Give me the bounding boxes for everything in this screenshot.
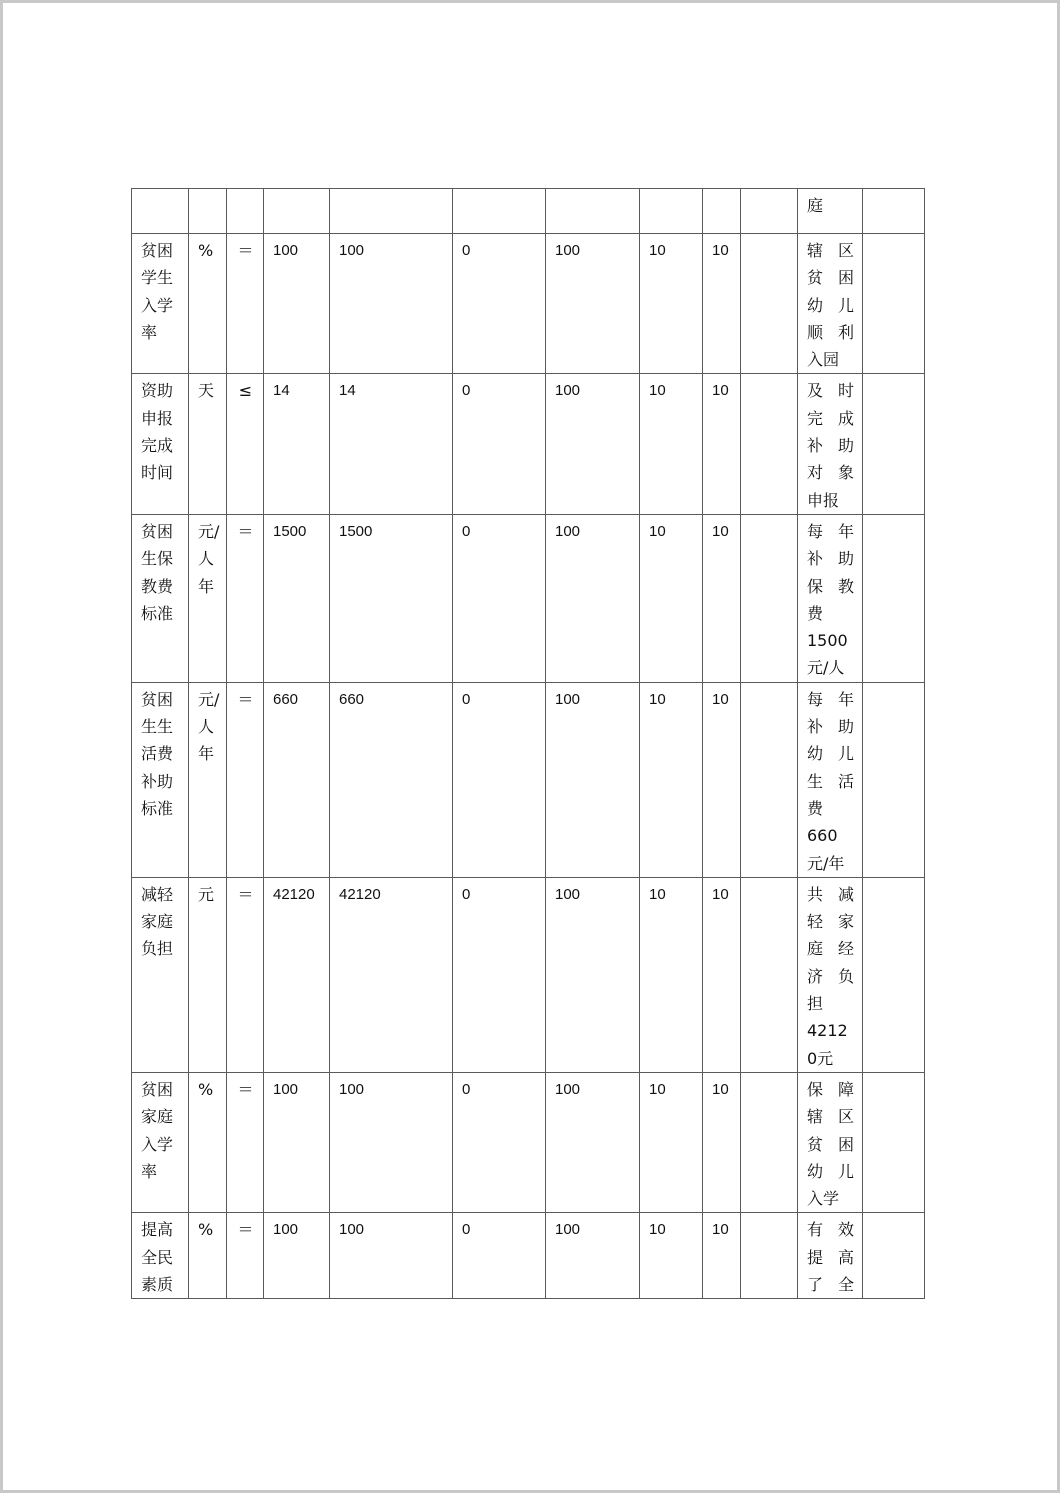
- unit-cell: 天: [189, 374, 227, 514]
- table-row: [132, 374, 925, 514]
- target-value-cell: 1500: [264, 514, 330, 682]
- description-cell: [798, 1213, 863, 1299]
- target-value-cell: 100: [264, 1213, 330, 1299]
- actual-value-cell: 660: [330, 682, 453, 877]
- blank-cell: [741, 682, 798, 877]
- blank-cell: [741, 1072, 798, 1212]
- description-last-line: 660元/年: [807, 826, 845, 873]
- description-cell: [798, 877, 863, 1072]
- actual-value-cell: 14: [330, 374, 453, 514]
- description-last-line: 42120元: [807, 1021, 848, 1068]
- description-cell: [798, 189, 863, 234]
- completion-rate-cell: 100: [546, 877, 640, 1072]
- operator-cell: ≤: [227, 374, 264, 514]
- operator-cell: ＝: [227, 877, 264, 1072]
- document-page: [3, 3, 1057, 1490]
- note-cell: [863, 877, 925, 1072]
- table-row: [132, 189, 925, 234]
- note-cell: [863, 234, 925, 374]
- unit-cell: %: [189, 234, 227, 374]
- indicator-name-cell: 提高全民素质: [132, 1213, 189, 1299]
- description-cell: [798, 1072, 863, 1212]
- actual-value-cell: [330, 189, 453, 234]
- description-text: 及时完成补助对象: [807, 381, 854, 483]
- table-row: [132, 1072, 925, 1212]
- table-row: [132, 877, 925, 1072]
- description-last-line: 申报: [807, 490, 840, 510]
- description-last-line: 1500元/人: [807, 631, 848, 678]
- blank-cell: [741, 234, 798, 374]
- completion-rate-cell: 100: [546, 1072, 640, 1212]
- actual-value-cell: 100: [330, 234, 453, 374]
- blank-cell: [741, 189, 798, 234]
- blank-cell: [741, 374, 798, 514]
- score-cell: [703, 189, 741, 234]
- weight-cell: 10: [640, 514, 703, 682]
- target-value-cell: 100: [264, 1072, 330, 1212]
- note-cell: [863, 682, 925, 877]
- blank-cell: [741, 877, 798, 1072]
- score-cell: 10: [703, 877, 741, 1072]
- deviation-cell: 0: [453, 877, 546, 1072]
- description-text: 庭: [807, 196, 824, 215]
- description-text: 保障辖区贫困幼儿: [807, 1079, 854, 1181]
- description-cell: [798, 234, 863, 374]
- weight-cell: 10: [640, 1072, 703, 1212]
- note-cell: [863, 1072, 925, 1212]
- deviation-cell: 0: [453, 1072, 546, 1212]
- deviation-cell: [453, 189, 546, 234]
- score-cell: 10: [703, 1072, 741, 1212]
- score-cell: 10: [703, 682, 741, 877]
- completion-rate-cell: 100: [546, 682, 640, 877]
- target-value-cell: 14: [264, 374, 330, 514]
- note-cell: [863, 374, 925, 514]
- actual-value-cell: 100: [330, 1072, 453, 1212]
- description-cell: [798, 682, 863, 877]
- actual-value-cell: 42120: [330, 877, 453, 1072]
- description-text: 有效提高了全: [807, 1220, 854, 1294]
- blank-cell: [741, 514, 798, 682]
- deviation-cell: 0: [453, 374, 546, 514]
- actual-value-cell: 1500: [330, 514, 453, 682]
- score-cell: 10: [703, 374, 741, 514]
- table-row: [132, 234, 925, 374]
- weight-cell: 10: [640, 1213, 703, 1299]
- weight-cell: [640, 189, 703, 234]
- indicator-name-cell: 资助申报完成时间: [132, 374, 189, 514]
- actual-value-cell: 100: [330, 1213, 453, 1299]
- completion-rate-cell: 100: [546, 374, 640, 514]
- unit-cell: 元: [189, 877, 227, 1072]
- description-cell: [798, 374, 863, 514]
- table-row: [132, 1213, 925, 1299]
- completion-rate-cell: 100: [546, 514, 640, 682]
- operator-cell: ＝: [227, 1213, 264, 1299]
- target-value-cell: 100: [264, 234, 330, 374]
- description-last-line: 入园: [807, 350, 840, 370]
- indicator-name-cell: 贫困家庭入学率: [132, 1072, 189, 1212]
- operator-cell: ＝: [227, 514, 264, 682]
- completion-rate-cell: 100: [546, 1213, 640, 1299]
- description-cell: [798, 514, 863, 682]
- performance-indicator-table: [131, 188, 925, 1299]
- deviation-cell: 0: [453, 682, 546, 877]
- target-value-cell: 42120: [264, 877, 330, 1072]
- deviation-cell: 0: [453, 514, 546, 682]
- target-value-cell: [264, 189, 330, 234]
- score-cell: 10: [703, 514, 741, 682]
- table-row: [132, 514, 925, 682]
- weight-cell: 10: [640, 374, 703, 514]
- indicator-name-cell: 贫困生生活费补助标准: [132, 682, 189, 877]
- indicator-name-cell: [132, 189, 189, 234]
- weight-cell: 10: [640, 877, 703, 1072]
- indicator-name-cell: 贫困学生入学率: [132, 234, 189, 374]
- description-last-line: 入学: [807, 1189, 840, 1209]
- weight-cell: 10: [640, 234, 703, 374]
- description-text: 每年补助幼儿生活费: [807, 689, 854, 818]
- score-cell: 10: [703, 1213, 741, 1299]
- unit-cell: 元/人年: [189, 682, 227, 877]
- completion-rate-cell: 100: [546, 234, 640, 374]
- indicator-name-cell: 贫困生保教费标准: [132, 514, 189, 682]
- weight-cell: 10: [640, 682, 703, 877]
- deviation-cell: 0: [453, 234, 546, 374]
- operator-cell: ＝: [227, 682, 264, 877]
- target-value-cell: 660: [264, 682, 330, 877]
- note-cell: [863, 189, 925, 234]
- unit-cell: %: [189, 1072, 227, 1212]
- note-cell: [863, 514, 925, 682]
- description-text: 每年补助保教费: [807, 521, 854, 623]
- unit-cell: [189, 189, 227, 234]
- description-text: 共减轻家庭经济负担: [807, 884, 854, 1014]
- unit-cell: %: [189, 1213, 227, 1299]
- operator-cell: ＝: [227, 1072, 264, 1212]
- operator-cell: [227, 189, 264, 234]
- unit-cell: 元/人年: [189, 514, 227, 682]
- completion-rate-cell: [546, 189, 640, 234]
- indicator-name-cell: 减轻家庭负担: [132, 877, 189, 1072]
- table-row: [132, 682, 925, 877]
- blank-cell: [741, 1213, 798, 1299]
- description-text: 辖区贫困幼儿顺利: [807, 241, 854, 342]
- deviation-cell: 0: [453, 1213, 546, 1299]
- score-cell: 10: [703, 234, 741, 374]
- operator-cell: ＝: [227, 234, 264, 374]
- note-cell: [863, 1213, 925, 1299]
